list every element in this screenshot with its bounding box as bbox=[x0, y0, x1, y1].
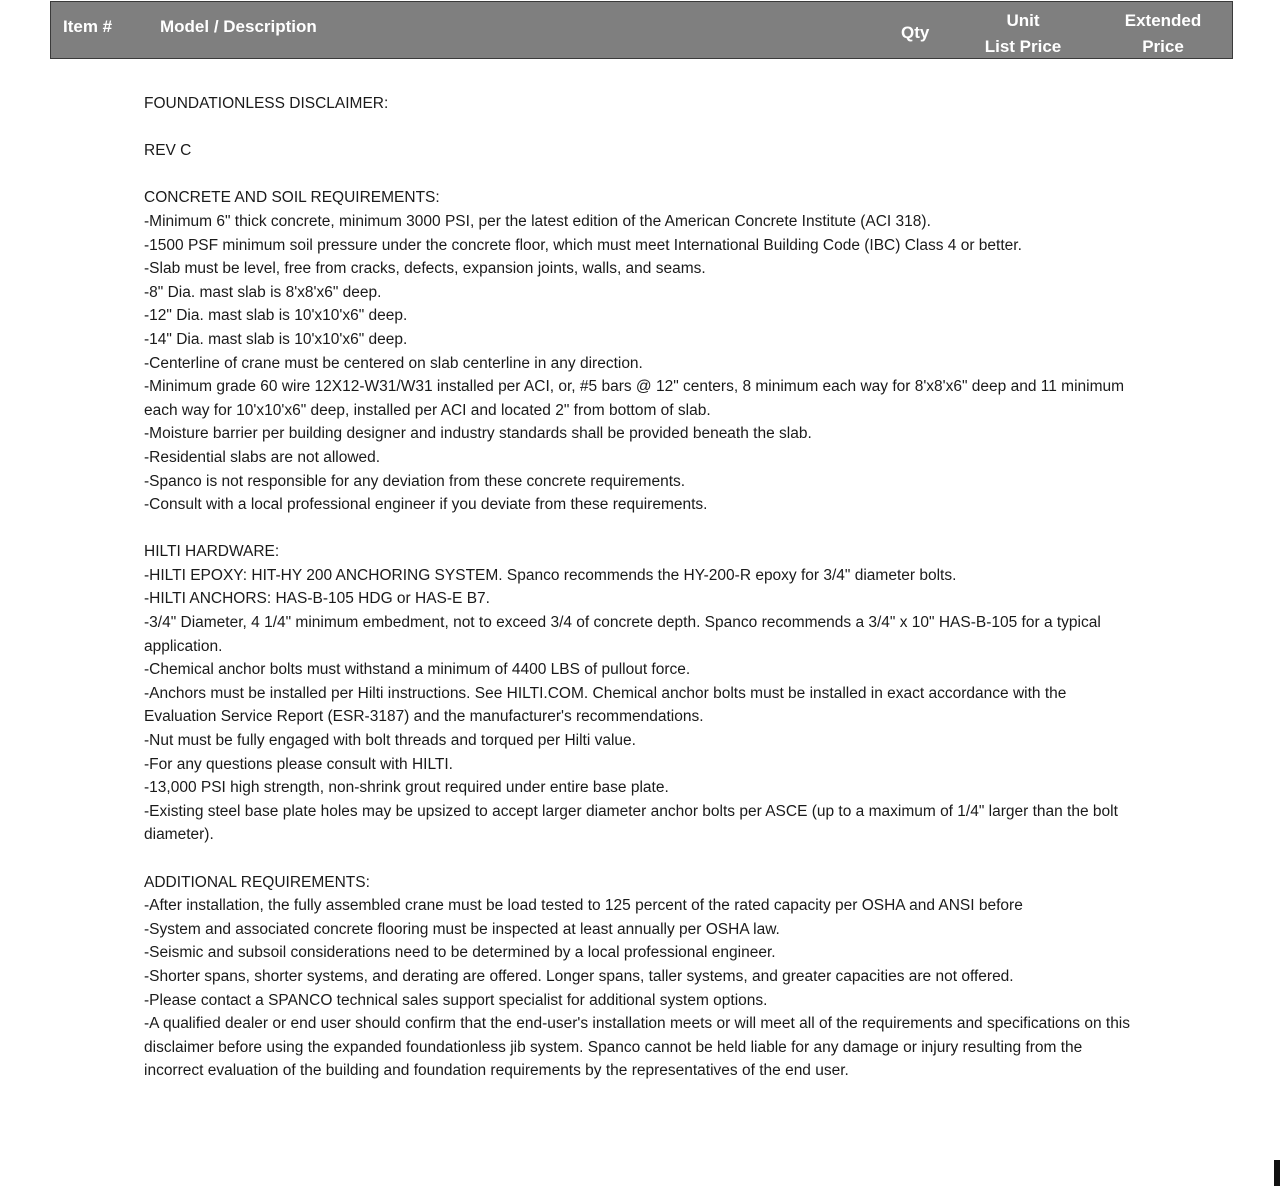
revision-label: REV C bbox=[144, 142, 192, 160]
requirement-line: -12" Dia. mast slab is 10'x10'x6" deep. bbox=[144, 307, 408, 325]
column-header-unit-list-price-line: Unit bbox=[1006, 11, 1040, 30]
requirement-line: -Slab must be level, free from cracks, defects, expansion joints, walls, and seams. bbox=[144, 260, 706, 278]
requirement-line: -For any questions please consult with HILTI. bbox=[144, 755, 453, 773]
section-heading: HILTI HARDWARE: bbox=[144, 543, 280, 561]
requirement-line: -Seismic and subsoil considerations need to be determined by a local professional engineer. bbox=[144, 944, 776, 962]
requirement-line: -Existing steel base plate holes may be upsized to accept larger diameter anchor bolts per ASCE (up to a maximum of 1/4" larger than the bolt diameter). bbox=[144, 802, 1118, 844]
column-header-extended-price-line: Price bbox=[1142, 37, 1184, 56]
requirement-line: -Residential slabs are not allowed. bbox=[144, 448, 381, 466]
requirement-line: -HILTI EPOXY: HIT-HY 200 ANCHORING SYSTEM. Spanco recommends the HY-200-R epoxy for 3/4" diameter bolts. bbox=[144, 566, 957, 584]
column-header-extended-price-line: Extended bbox=[1124, 11, 1202, 30]
requirement-line: -3/4" Diameter, 4 1/4" minimum embedment, not to exceed 3/4 of concrete depth. Spanco recommends a 3/4" x 10" HAS-B-105 for a typical application. bbox=[144, 614, 1101, 655]
disclaimer-title: FOUNDATIONLESS DISCLAIMER: bbox=[144, 95, 389, 112]
disclaimer-sections bbox=[144, 186, 1134, 1083]
requirement-line: -Shorter spans, shorter systems, and derating are offered. Longer spans, taller systems, and greater capacities are not offered. bbox=[144, 967, 1014, 985]
requirement-line: -Consult with a local professional engineer if you deviate from these requirements. bbox=[144, 496, 708, 514]
section-heading: CONCRETE AND SOIL REQUIREMENTS: bbox=[144, 189, 440, 207]
column-header-qty: Qty bbox=[901, 23, 930, 42]
requirement-line: -Minimum 6" thick concrete, minimum 3000 PSI, per the latest edition of the American Concrete Institute (ACI 318). bbox=[144, 212, 931, 230]
column-header-model-description: Model / Description bbox=[160, 17, 317, 36]
table-header bbox=[50, 1, 1233, 59]
requirement-line: -Centerline of crane must be centered on slab centerline in any direction. bbox=[144, 354, 643, 372]
disclaimer-body bbox=[144, 92, 1134, 1083]
requirement-line: -System and associated concrete flooring must be inspected at least annually per OSHA law. bbox=[144, 920, 780, 938]
requirement-line: -8" Dia. mast slab is 8'x8'x6" deep. bbox=[144, 283, 382, 301]
section-heading: ADDITIONAL REQUIREMENTS: bbox=[144, 873, 370, 891]
column-header-extended-price bbox=[1103, 8, 1223, 60]
requirement-line: -14" Dia. mast slab is 10'x10'x6" deep. bbox=[144, 330, 408, 348]
requirement-line: -1500 PSF minimum soil pressure under the concrete floor, which must meet International Building Code (IBC) Class 4 or better. bbox=[144, 236, 1022, 254]
requirement-line: -HILTI ANCHORS: HAS-B-105 HDG or HAS-E B7. bbox=[144, 590, 490, 608]
column-header-unit-list-price bbox=[963, 8, 1083, 60]
requirement-line: -Chemical anchor bolts must withstand a minimum of 4400 LBS of pullout force. bbox=[144, 661, 691, 679]
requirement-line: -Anchors must be installed per Hilti instructions. See HILTI.COM. Chemical anchor bolts must be installed in exact accordance with the Evaluation Service Report (ESR-3187) and the manufacturer's recommendations. bbox=[144, 684, 1067, 726]
column-header-unit-list-price-line: List Price bbox=[984, 37, 1062, 56]
page-edge-marker bbox=[1274, 1160, 1280, 1186]
requirement-line: -Spanco is not responsible for any deviation from these concrete requirements. bbox=[144, 472, 686, 490]
requirement-line: -After installation, the fully assembled crane must be load tested to 125 percent of the rated capacity per OSHA and ANSI before bbox=[144, 897, 1023, 915]
column-header-item-number: Item # bbox=[63, 17, 113, 36]
requirement-line: -A qualified dealer or end user should confirm that the end-user's installation meets or will meet all of the requirements and specifications on this disclaimer before using the expanded foundationless jib system. Spanco cannot be held liable for any damage or injury resulting from the incorrect evaluation of the building and foundation requirements by the representatives of the end user. bbox=[144, 1015, 1131, 1080]
requirement-line: -Minimum grade 60 wire 12X12-W31/W31 installed per ACI, or, #5 bars @ 12" centers, 8 minimum each way for 8'x8'x6" deep and 11 minimum each way for 10'x10'x6" deep, installed per ACI and located 2" from bottom of slab. bbox=[144, 378, 1125, 419]
requirement-line: -Moisture barrier per building designer and industry standards shall be provided beneath the slab. bbox=[144, 425, 812, 443]
requirement-line: -13,000 PSI high strength, non-shrink grout required under entire base plate. bbox=[144, 779, 669, 797]
requirement-line: -Please contact a SPANCO technical sales support specialist for additional system options. bbox=[144, 991, 768, 1009]
requirement-line: -Nut must be fully engaged with bolt threads and torqued per Hilti value. bbox=[144, 732, 636, 750]
